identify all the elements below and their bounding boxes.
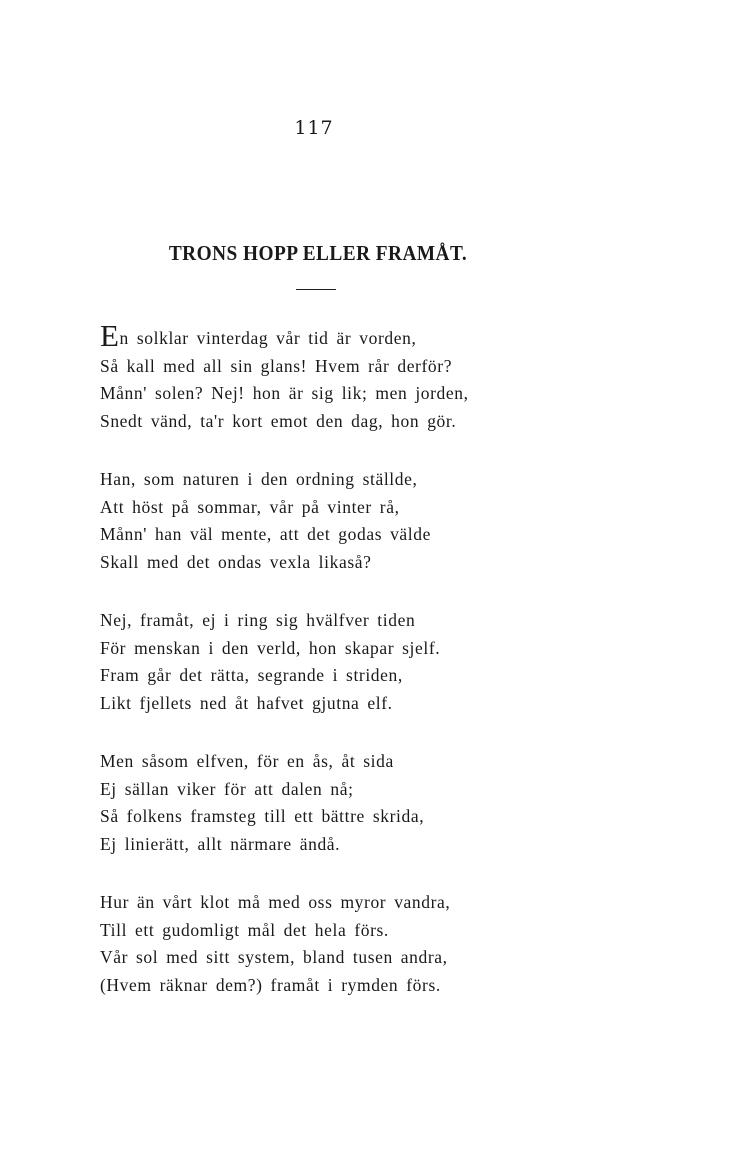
poem-line-text: n solklar vinterdag vår tid är vorden,: [119, 328, 417, 348]
poem-line: Att höst på sommar, vår på vinter rå,: [100, 496, 400, 517]
poem-line: Likt fjellets ned åt hafvet gjutna elf.: [100, 692, 393, 713]
poem-line: Så kall med all sin glans! Hvem rår derför?: [100, 355, 453, 376]
poem-line: Ej sällan viker för att dalen nå;: [100, 778, 354, 799]
poem-line: Hur än vårt klot må med oss myror vandra,: [100, 892, 451, 912]
poem-line: Skall med det ondas vexla likaså?: [100, 551, 372, 572]
poem-line: Så folkens framsteg till ett bättre skrida,: [100, 806, 425, 826]
poem-line: Vår sol med sitt system, bland tusen andra,: [100, 947, 448, 967]
stanza-2: [100, 466, 520, 576]
poem-line: Månn' han väl mente, att det godas välde: [100, 524, 431, 544]
poem-body: [100, 318, 520, 1030]
stanza-4: [100, 748, 520, 858]
title-divider: [296, 289, 336, 290]
poem-line: Nej, framåt, ej i ring sig hvälfver tiden: [100, 610, 416, 630]
page-number: 117: [294, 117, 334, 139]
poem-line: (Hvem räknar dem?) framåt i rymden förs.: [100, 974, 441, 995]
poem-line: [100, 318, 520, 353]
stanza-5: [100, 889, 520, 999]
poem-title: TRONS HOPP ELLER FRAMÅT.: [168, 241, 468, 265]
poem-line: Månn' solen? Nej! hon är sig lik; men jorden,: [100, 383, 469, 403]
poem-line: Till ett gudomligt mål det hela förs.: [100, 919, 389, 940]
poem-line: För menskan i den verld, hon skapar sjelf.: [100, 637, 441, 658]
drop-cap: E: [100, 318, 120, 353]
poem-line: Han, som naturen i den ordning ställde,: [100, 469, 418, 489]
poem-line: Snedt vänd, ta'r kort emot den dag, hon gör.: [100, 410, 457, 431]
poem-line: Ej linierätt, allt närmare ändå.: [100, 833, 341, 854]
poem-line: Fram går det rätta, segrande i striden,: [100, 665, 403, 685]
poem-line: Men såsom elfven, för en ås, åt sida: [100, 751, 394, 771]
stanza-3: [100, 607, 520, 717]
stanza-1: [100, 318, 520, 435]
